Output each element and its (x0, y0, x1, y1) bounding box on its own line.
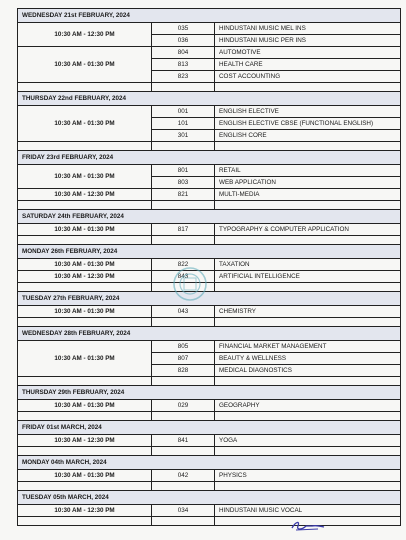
subject-row (152, 177, 400, 188)
blank-row (18, 447, 400, 455)
day-heading: TUESDAY 05th MARCH, 2024 (18, 491, 400, 505)
subject-list (152, 505, 400, 516)
subject-name: PHYSICS (219, 472, 247, 479)
blank-code (152, 318, 215, 326)
day-heading: SATURDAY 24th FEBRUARY, 2024 (18, 210, 400, 224)
blank-cells (152, 482, 400, 490)
subject-row (152, 435, 400, 446)
blank-subject-row (152, 447, 400, 455)
exam-time: 10:30 AM - 01:30 PM (18, 400, 152, 411)
subject-name: MULTI-MEDIA (219, 191, 260, 198)
subject-row (152, 23, 400, 35)
blank-cells (152, 142, 400, 150)
blank-subject-row (152, 236, 400, 244)
subject-name: ARTIFICIAL INTELLIGENCE (219, 273, 300, 280)
blank-code (152, 201, 215, 209)
exam-time: 10:30 AM - 12:30 PM (18, 271, 152, 282)
blank-row (18, 517, 400, 525)
day-block (17, 209, 401, 244)
blank-time (18, 142, 152, 150)
subject-code: 035 (152, 23, 215, 34)
day-heading: THURSDAY 22nd FEBRUARY, 2024 (18, 92, 400, 106)
subject-list (152, 47, 400, 82)
subject-code: 841 (152, 435, 215, 446)
exam-time: 10:30 AM - 01:30 PM (18, 341, 152, 376)
subject-row (152, 106, 400, 118)
blank-row (18, 412, 400, 420)
exam-time: 10:30 AM - 01:30 PM (18, 470, 152, 481)
subject-name: FINANCIAL MARKET MANAGEMENT (219, 343, 327, 350)
signature-icon (288, 518, 328, 534)
blank-time (18, 236, 152, 244)
exam-time: 10:30 AM - 01:30 PM (18, 224, 152, 235)
exam-schedule-table (17, 8, 401, 526)
subject-row (152, 189, 400, 200)
blank-cells (152, 318, 400, 326)
subject-name: RETAIL (219, 167, 241, 174)
blank-subject-row (152, 412, 400, 420)
time-group (18, 23, 400, 47)
day-block (17, 490, 401, 526)
blank-row (18, 201, 400, 209)
blank-row (18, 83, 400, 91)
subject-list (152, 224, 400, 235)
subject-row (152, 400, 400, 411)
blank-subject-row (152, 482, 400, 490)
blank-cells (152, 201, 400, 209)
blank-name (215, 377, 400, 385)
blank-time (18, 318, 152, 326)
time-group (18, 470, 400, 482)
subject-list (152, 435, 400, 446)
day-block (17, 150, 401, 209)
blank-subject-row (152, 318, 400, 326)
subject-name: HINDUSTANI MUSIC MEL INS (219, 25, 306, 32)
subject-code: 813 (152, 59, 215, 70)
day-block (17, 244, 401, 291)
subject-code: 804 (152, 47, 215, 58)
blank-cells (152, 377, 400, 385)
blank-cells (152, 517, 400, 525)
blank-name (215, 283, 400, 291)
subject-name: BEAUTY & WELLNESS (219, 355, 287, 362)
subject-list (152, 165, 400, 188)
subject-code: 805 (152, 341, 215, 352)
exam-time: 10:30 AM - 01:30 PM (18, 165, 152, 188)
subject-row (152, 59, 400, 71)
subject-row (152, 71, 400, 82)
exam-time: 10:30 AM - 12:30 PM (18, 505, 152, 516)
subject-name: YOGA (219, 437, 238, 444)
blank-subject-row (152, 517, 400, 525)
subject-row (152, 505, 400, 516)
day-heading: FRIDAY 23rd FEBRUARY, 2024 (18, 151, 400, 165)
blank-cells (152, 447, 400, 455)
day-block (17, 326, 401, 385)
subject-name: AUTOMOTIVE (219, 49, 261, 56)
subject-code: 043 (152, 306, 215, 317)
time-group (18, 306, 400, 318)
subject-code: 001 (152, 106, 215, 117)
subject-row (152, 165, 400, 177)
subject-name: ENGLISH ELECTIVE (219, 108, 279, 115)
day-block (17, 91, 401, 150)
blank-row (18, 318, 400, 326)
subject-code: 042 (152, 470, 215, 481)
time-group (18, 271, 400, 283)
blank-name (215, 236, 400, 244)
subject-list (152, 400, 400, 411)
blank-time (18, 283, 152, 291)
blank-row (18, 283, 400, 291)
time-group (18, 224, 400, 236)
emblem-watermark-icon (172, 266, 208, 302)
subject-row (152, 341, 400, 353)
blank-name (215, 142, 400, 150)
subject-code: 828 (152, 365, 215, 376)
blank-row (18, 482, 400, 490)
subject-code: 817 (152, 224, 215, 235)
subject-row (152, 118, 400, 130)
blank-subject-row (152, 377, 400, 385)
subject-row (152, 306, 400, 317)
exam-time: 10:30 AM - 12:30 PM (18, 189, 152, 200)
blank-time (18, 482, 152, 490)
time-group (18, 259, 400, 271)
time-group (18, 400, 400, 412)
subject-list (152, 306, 400, 317)
subject-row (152, 35, 400, 46)
blank-name (215, 482, 400, 490)
subject-name: HINDUSTANI MUSIC PER INS (219, 37, 306, 44)
time-group (18, 189, 400, 201)
subject-name: CHEMISTRY (219, 308, 256, 315)
subject-name: MEDICAL DIAGNOSTICS (219, 367, 292, 374)
subject-list (152, 106, 400, 141)
exam-time: 10:30 AM - 12:30 PM (18, 23, 152, 46)
subject-name: HINDUSTANI MUSIC VOCAL (219, 507, 303, 514)
subject-row (152, 470, 400, 481)
day-heading: THURSDAY 29th FEBRUARY, 2024 (18, 386, 400, 400)
day-heading: WEDNESDAY 28th FEBRUARY, 2024 (18, 327, 400, 341)
subject-row (152, 224, 400, 235)
subject-list (152, 341, 400, 376)
subject-code: 029 (152, 400, 215, 411)
blank-cells (152, 412, 400, 420)
subject-name: TAXATION (219, 261, 250, 268)
subject-row (152, 47, 400, 59)
subject-code: 803 (152, 177, 215, 188)
subject-list (152, 23, 400, 46)
blank-code (152, 236, 215, 244)
blank-cells (152, 83, 400, 91)
blank-time (18, 517, 152, 525)
blank-time (18, 412, 152, 420)
time-group (18, 165, 400, 189)
subject-row (152, 365, 400, 376)
blank-time (18, 377, 152, 385)
blank-subject-row (152, 83, 400, 91)
blank-name (215, 412, 400, 420)
subject-code: 821 (152, 189, 215, 200)
subject-name: ENGLISH CORE (219, 132, 267, 139)
subject-code: 801 (152, 165, 215, 176)
day-heading: MONDAY 04th MARCH, 2024 (18, 456, 400, 470)
subject-name: GEOGRAPHY (219, 402, 260, 409)
day-heading: FRIDAY 01st MARCH, 2024 (18, 421, 400, 435)
blank-name (215, 83, 400, 91)
day-heading: WEDNESDAY 21st FEBRUARY, 2024 (18, 9, 400, 23)
blank-code (152, 412, 215, 420)
day-heading: TUESDAY 27th FEBRUARY, 2024 (18, 292, 400, 306)
blank-row (18, 142, 400, 150)
blank-subject-row (152, 142, 400, 150)
subject-list (152, 470, 400, 481)
blank-time (18, 83, 152, 91)
exam-time: 10:30 AM - 01:30 PM (18, 47, 152, 82)
blank-time (18, 201, 152, 209)
blank-code (152, 142, 215, 150)
subject-code: 807 (152, 353, 215, 364)
exam-time: 10:30 AM - 12:30 PM (18, 435, 152, 446)
exam-time: 10:30 AM - 01:30 PM (18, 106, 152, 141)
subject-code: 034 (152, 505, 215, 516)
blank-cells (152, 236, 400, 244)
subject-row (152, 353, 400, 365)
day-heading: MONDAY 26th FEBRUARY, 2024 (18, 245, 400, 259)
blank-code (152, 482, 215, 490)
blank-code (152, 517, 215, 525)
subject-name: HEALTH CARE (219, 61, 263, 68)
blank-name (215, 447, 400, 455)
subject-name: ENGLISH ELECTIVE CBSE (FUNCTIONAL ENGLISH) (219, 120, 374, 127)
subject-list (152, 189, 400, 200)
blank-name (215, 318, 400, 326)
time-group (18, 341, 400, 377)
time-group (18, 47, 400, 83)
day-block (17, 8, 401, 91)
time-group (18, 505, 400, 517)
blank-name (215, 201, 400, 209)
day-block (17, 420, 401, 455)
subject-code: 036 (152, 35, 215, 46)
day-block (17, 385, 401, 420)
subject-code: 843 (152, 271, 215, 282)
subject-code: 823 (152, 71, 215, 82)
blank-code (152, 83, 215, 91)
subject-name: TYPOGRAPHY & COMPUTER APPLICATION (219, 226, 349, 233)
subject-code: 101 (152, 118, 215, 129)
subject-name: COST ACCOUNTING (219, 73, 281, 80)
subject-code: 301 (152, 130, 215, 141)
blank-row (18, 236, 400, 244)
time-group (18, 106, 400, 142)
day-block (17, 455, 401, 490)
blank-subject-row (152, 201, 400, 209)
blank-time (18, 447, 152, 455)
blank-code (152, 447, 215, 455)
blank-row (18, 377, 400, 385)
subject-row (152, 130, 400, 141)
subject-name: WEB APPLICATION (219, 179, 276, 186)
time-group (18, 435, 400, 447)
day-block (17, 291, 401, 326)
exam-time: 10:30 AM - 01:30 PM (18, 259, 152, 270)
exam-time: 10:30 AM - 01:30 PM (18, 306, 152, 317)
subject-code: 822 (152, 259, 215, 270)
blank-code (152, 377, 215, 385)
